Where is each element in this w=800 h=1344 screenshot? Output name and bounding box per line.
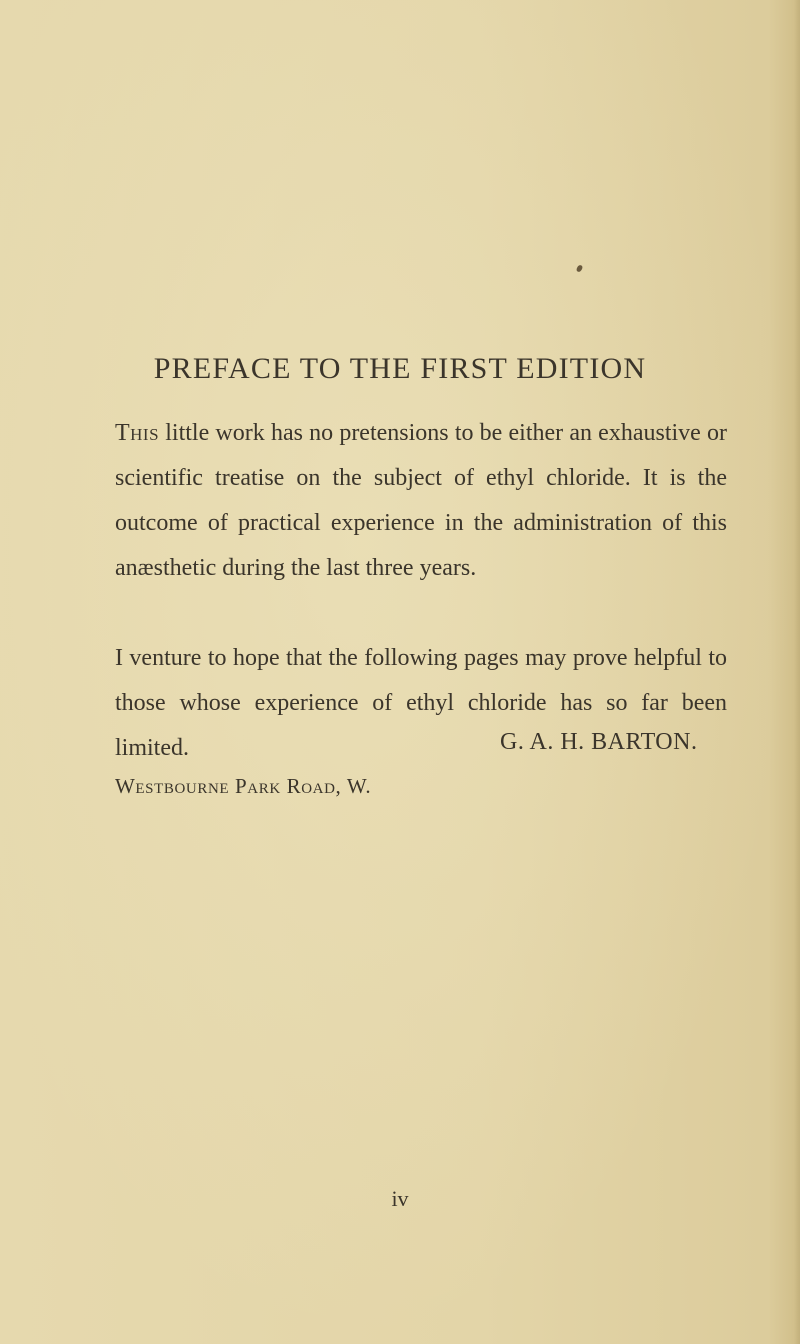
- author-signature: G. A. H. BARTON.: [500, 729, 698, 755]
- page-edge-shadow: [794, 0, 800, 1344]
- paragraph-1-text: [115, 411, 727, 591]
- ink-speck: [576, 264, 583, 272]
- paragraph-2-text: I venture to hope that the following pages may prove helpful to those whose experience of ethyl chloride has so far been limited.: [115, 645, 727, 761]
- page-number: iv: [391, 1186, 409, 1211]
- paragraph-1-rest: little work has no pretensions to be either an exhaustive or scientific treatise on the subject of ethyl chloride. It is the outcome of practical experience in the administration of this anæsthetic during the last three years.: [115, 420, 727, 581]
- paragraph-1: [115, 411, 727, 591]
- page-title: PREFACE TO THE FIRST EDITION: [153, 352, 647, 385]
- author-address: Westbourne Park Road, W.: [115, 774, 372, 798]
- paragraph-1-lead: This: [115, 420, 160, 446]
